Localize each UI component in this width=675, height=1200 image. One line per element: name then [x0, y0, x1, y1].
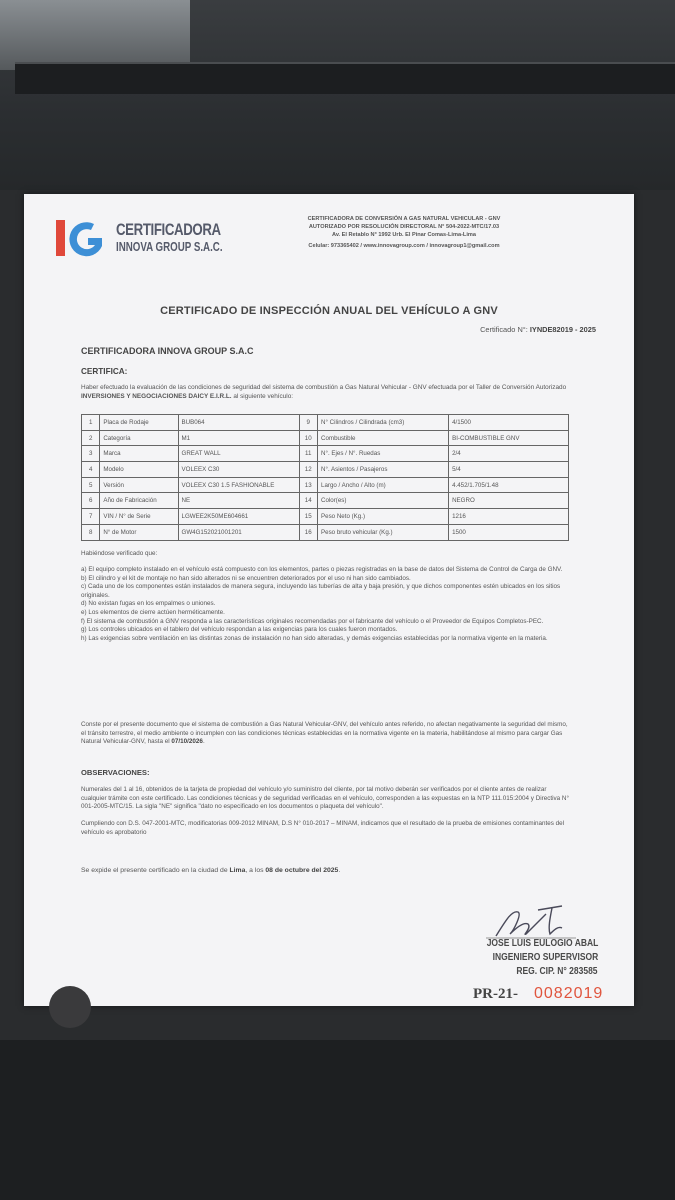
- brand-name: CERTIFICADORA: [116, 220, 221, 239]
- observaciones-text: Numerales del 1 al 16, obtenidos de la tarjeta de propiedad del vehículo y/o suministro del cliente, por tal motivo deberán ser verificados por el cliente antes de realizar cualquier trámite con este certificado. Las condiciones técnicas y de seguridad verificadas en el vehículo, corresponden a las expuestas en la NTP 111.015:2004 y Directiva N° 001-2005-MTC/15. La sigla "NE" significa "dato no especificado en los documentos o plaqueta del vehículo".: [81, 786, 569, 811]
- spec-number: 16: [299, 524, 318, 540]
- spec-row: [82, 524, 569, 540]
- verification-item: a) El equipo completo instalado en el vehículo está compuesto con los elementos, partes o piezas registradas en la base de datos del Sistema de Control de Carga de GNV.: [81, 566, 563, 573]
- spec-value: 4.452/1.705/1.48: [449, 477, 569, 493]
- finger-shadow: [49, 986, 91, 1028]
- document-title: CERTIFICADO DE INSPECCIÓN ANUAL DEL VEHÍCULO A GNV: [160, 305, 498, 317]
- valid-until-date: 07/10/2026: [171, 738, 203, 746]
- spec-label: N°. Asientos / Pasajeros: [318, 462, 449, 478]
- issue-city: Lima: [229, 867, 246, 874]
- header-line-4: Celular: 973365402 / www.innovagroup.com / innovagroup1@gmail.com: [308, 243, 500, 249]
- spec-value: BI-COMBUSTIBLE GNV: [449, 430, 569, 446]
- spec-label: Placa de Rodaje: [100, 415, 178, 431]
- certificate-document: [24, 194, 634, 1006]
- spec-row: [82, 477, 569, 493]
- workshop-name: INVERSIONES Y NEGOCIACIONES DAICY E.I.R.L.: [81, 393, 232, 400]
- form-code: PR-21-: [473, 986, 518, 1002]
- verification-item: f) El sistema de combustión a GNV responda a las características originales recomendadas por el fabricante del vehículo o el Proveedor de Equipos Completos-PEC.: [81, 617, 544, 625]
- spec-number: 13: [299, 477, 318, 493]
- spec-label: N°. Ejes / N°. Ruedas: [318, 446, 449, 462]
- cumpliendo-text: Cumpliendo con D.S. 047-2001-MTC, modificatorias 009-2012 MINAM, D.S N° 010-2017 – MINAM, indicamos que el resultado de la prueba de emisiones contaminantes del vehículo es aprobatorio: [81, 820, 565, 836]
- intro-tail: al siguiente vehículo:: [231, 393, 294, 400]
- engineer-role: INGENIERO SUPERVISOR: [492, 952, 598, 963]
- spec-row: [82, 462, 569, 478]
- verification-item: e) Los elementos de cierre actúen herméticamente.: [81, 608, 225, 616]
- certificate-number-label: Certificado N°:: [480, 325, 530, 334]
- company-logo: [54, 216, 116, 260]
- spec-number: 9: [299, 415, 318, 431]
- spec-value: VOLEEX C30 1.5 FASHIONABLE: [178, 477, 299, 493]
- background-frame: [15, 62, 675, 94]
- spec-value: GW4G152021001201: [178, 524, 299, 540]
- spec-row: [82, 430, 569, 446]
- certificate-number-value: IYNDE82019 - 2025: [529, 325, 596, 334]
- spec-number: 14: [299, 493, 318, 509]
- spec-number: 10: [299, 430, 318, 446]
- issue-statement: Se expide el presente certificado en la ciudad de Lima, a los 08 de octubre del 2025.: [81, 867, 341, 874]
- spec-number: 12: [299, 462, 318, 478]
- verification-list: [81, 566, 571, 643]
- spec-label: Largo / Ancho / Alto (m): [318, 477, 449, 493]
- spec-value: M1: [178, 430, 299, 446]
- certificate-number: [480, 325, 596, 334]
- issue-date: 08 de octubre del 2025: [265, 867, 339, 874]
- spec-value: 4/1500: [449, 415, 569, 431]
- certifica-heading: CERTIFICA:: [81, 367, 128, 376]
- spec-label: Categoría: [100, 430, 178, 446]
- observaciones-heading: OBSERVACIONES:: [81, 768, 150, 777]
- spec-label: N° Cilindros / Cilindrada (cm3): [318, 415, 449, 431]
- consta-text: Conste por el presente documento que el sistema de combustión a Gas Natural Vehicular-GNV, del vehículo antes referido, no afectan negativamente la seguridad del mismo, el tránsito terrestre, el medio ambiente o incumplen con las condiciones técnicas establecidas en la normativa vigente en la materia, habilitándose al mismo para cargar Gas Natural Vehicular-GNV, hasta el: [81, 721, 568, 746]
- verification-item: d) No existan fugas en los empalmes o uniones.: [81, 600, 216, 608]
- verification-item: g) Los controles ubicados en el tablero del vehículo respondan a las exigencias para los cuales fueron montados.: [81, 626, 398, 634]
- header-line-3: Av. El Retablo N° 1992 Urb. El Pinar Comas-Lima-Lima: [332, 232, 476, 238]
- spec-value: 1216: [449, 509, 569, 525]
- issue-mid: , a los: [245, 867, 266, 874]
- spec-label: Combustible: [318, 430, 449, 446]
- spec-label: VIN / N° de Serie: [100, 509, 178, 525]
- spec-label: Marca: [100, 446, 178, 462]
- handwritten-signature: [466, 900, 596, 940]
- spec-row: [82, 446, 569, 462]
- background-bottom: [0, 1040, 675, 1200]
- verified-heading: Habiéndose verificado que:: [81, 550, 158, 557]
- spec-number: 2: [82, 430, 100, 446]
- spec-value: NEGRO: [449, 493, 569, 509]
- spec-value: 5/4: [449, 462, 569, 478]
- spec-number: 4: [82, 462, 100, 478]
- spec-value: BUB064: [178, 415, 299, 431]
- intro-text: Haber efectuado la evaluación de las condiciones de seguridad del sistema de combustión a Gas Natural Vehicular - GNV efectuada por el Taller de Conversión Autorizado: [81, 384, 567, 391]
- spec-number: 15: [299, 509, 318, 525]
- issue-text: Se expide el presente certificado en la ciudad de: [81, 867, 230, 874]
- spec-label: Peso bruto vehicular (Kg.): [318, 524, 449, 540]
- verification-item: h) Las exigencias sobre ventilación en las distintas zonas de instalación no han sido alteradas, y demás exigencias establecidas por la normativa vigente en la materia.: [81, 634, 548, 642]
- spec-value: VOLEEX C30: [178, 462, 299, 478]
- engineer-registration: REG. CIP. N° 283585: [516, 966, 598, 977]
- spec-label: N° de Motor: [100, 524, 178, 540]
- spec-row: [82, 493, 569, 509]
- spec-number: 1: [82, 415, 100, 431]
- spec-value: GREAT WALL: [178, 446, 299, 462]
- spec-row: [82, 415, 569, 431]
- spec-label: Color(es): [318, 493, 449, 509]
- header-line-1: CERTIFICADORA DE CONVERSIÓN A GAS NATURAL VEHICULAR - GNV: [307, 216, 501, 222]
- spec-value: 1500: [449, 524, 569, 540]
- serial-number: 0082019: [534, 985, 604, 1002]
- verification-item: b) El cilindro y el kit de montaje no han sido alterados ni se encuentren deteriorados por el uso ni han sido cambiados.: [81, 574, 411, 582]
- spec-label: Modelo: [100, 462, 178, 478]
- vehicle-specs-table: [81, 414, 569, 541]
- spec-label: Año de Fabricación: [100, 493, 178, 509]
- brand-subname: INNOVA GROUP S.A.C.: [116, 239, 223, 254]
- spec-number: 5: [82, 477, 100, 493]
- verification-item: c) Cada uno de los componentes están instalados de manera segura, incluyendo las tuberías de alta y baja presión, y que dichos componentes estén ubicados en los sitios originales.: [81, 583, 561, 599]
- spec-value: LGWEE2K50ME604661: [178, 509, 299, 525]
- background-glare: [0, 0, 190, 70]
- spec-number: 7: [82, 509, 100, 525]
- company-name: CERTIFICADORA INNOVA GROUP S.A.C: [81, 346, 254, 356]
- header-line-2: AUTORIZADO POR RESOLUCIÓN DIRECTORAL N° 504-2022-MTC/17.03: [308, 224, 500, 230]
- engineer-name: JOSE LUIS EULOGIO ABAL: [486, 938, 598, 949]
- spec-number: 8: [82, 524, 100, 540]
- consta-paragraph: Conste por el presente documento que el sistema de combustión a Gas Natural Vehicular-GNV, del vehículo antes referido, no afectan negativamente la seguridad del mismo, el tránsito terrestre, el medio ambiente o incumplen con las condiciones técnicas establecidas en la normativa vigente en la materia, habilitándose al mismo para cargar Gas Natural Vehicular-GNV, hasta el 07/10/2026.: [81, 721, 568, 746]
- spec-value: 2/4: [449, 446, 569, 462]
- intro-paragraph: [81, 383, 571, 401]
- spec-number: 11: [299, 446, 318, 462]
- spec-value: NE: [178, 493, 299, 509]
- spec-number: 3: [82, 446, 100, 462]
- spec-label: Peso Neto (Kg.): [318, 509, 449, 525]
- spec-label: Versión: [100, 477, 178, 493]
- spec-number: 6: [82, 493, 100, 509]
- spec-row: [82, 509, 569, 525]
- background-top: [0, 0, 675, 190]
